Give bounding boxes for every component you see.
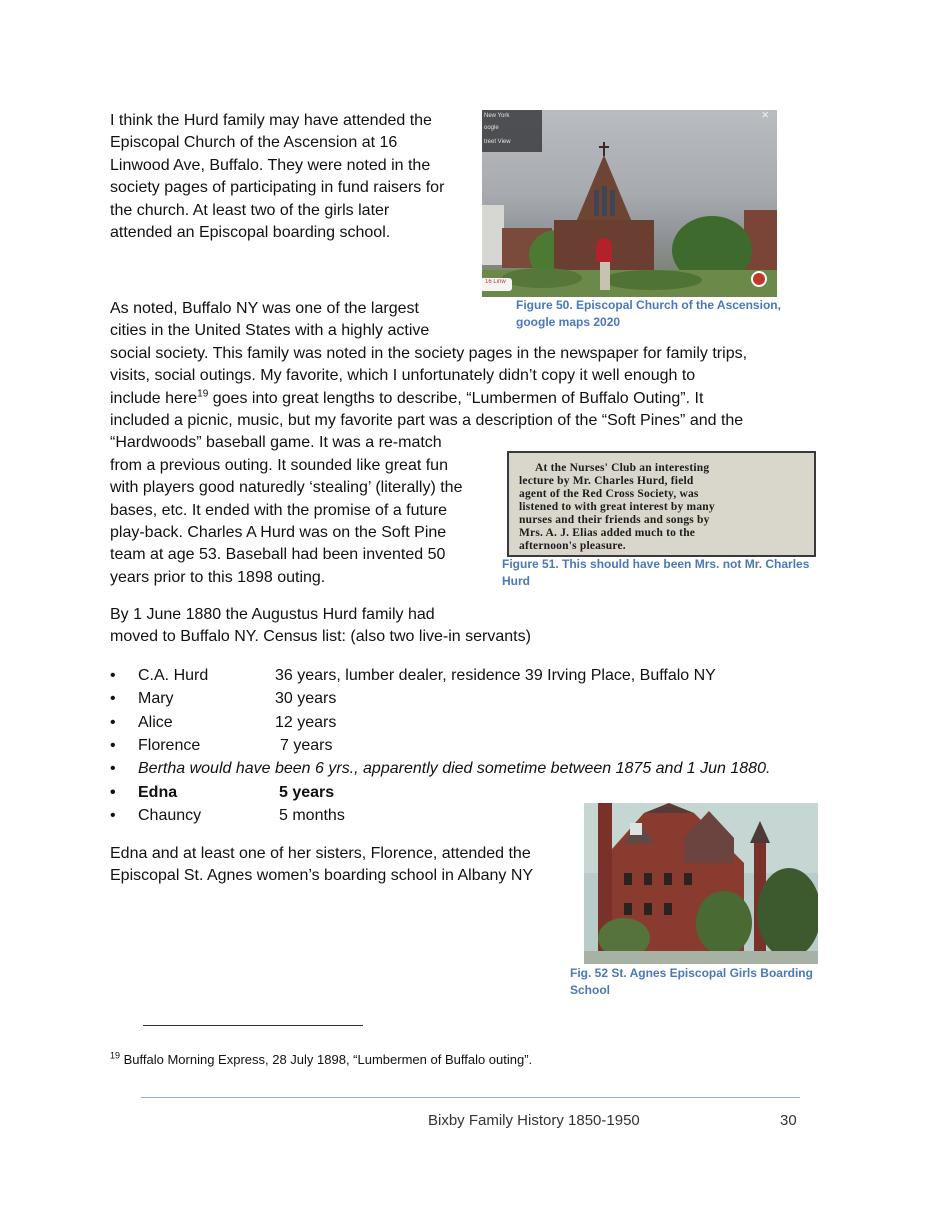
person-detail: 7 years <box>280 737 333 754</box>
person-note: Bertha would have been 6 yrs., apparently died sometime between 1875 and 1 Jun 1880. <box>138 760 771 777</box>
clipping-line: agent of the Red Cross Society, was <box>519 488 699 500</box>
map-overlay-text: oogle <box>484 125 499 131</box>
bullet: • <box>110 690 116 707</box>
clipping-line: Mrs. A. J. Elias added much to the <box>519 527 696 539</box>
map-overlay-panel <box>482 110 542 152</box>
person-detail: 36 years, lumber dealer, residence 39 Irving Place, Buffalo NY <box>275 667 716 684</box>
person-detail: 30 years <box>275 690 337 707</box>
text-line: years prior to this 1898 outing. <box>110 568 326 586</box>
text-line: moved to Buffalo NY. Census list: (also two live-in servants) <box>110 628 531 646</box>
text-line: Edna and at least one of her sisters, Florence, attended the <box>110 845 531 862</box>
text-line: cities in the United States with a highly active <box>110 322 430 340</box>
person-name: Florence <box>138 737 201 754</box>
text-line: play-back. Charles A Hurd was on the Soft Pine <box>110 524 447 542</box>
text-line: Linwood Ave, Buffalo. They were noted in the <box>110 156 431 174</box>
footer-title: Bixby Family History 1850-1950 <box>428 1112 640 1129</box>
text-segment: goes into great lengths to describe, “Lumbermen of Buffalo Outing”. It <box>208 389 704 407</box>
person-detail: 5 months <box>279 807 345 824</box>
bullet: • <box>110 714 116 731</box>
footnote-text: Buffalo Morning Express, 28 July 1898, “Lumbermen of Buffalo outing”. <box>120 1052 533 1067</box>
page-number: 30 <box>780 1112 797 1129</box>
boarding-school-illustration <box>584 803 818 964</box>
footer-rule <box>141 1097 800 1098</box>
person-name: Mary <box>138 690 174 707</box>
person-name: C.A. Hurd <box>138 667 209 684</box>
church-photo <box>482 110 777 297</box>
caption-line: Figure 50. Episcopal Church of the Ascension, <box>516 298 781 312</box>
text-line: bases, etc. It ended with the promise of a future <box>110 501 448 519</box>
bullet: • <box>110 667 116 684</box>
person-name: Chauncy <box>138 807 202 824</box>
bullet: • <box>110 737 116 754</box>
caption-line: Hurd <box>502 574 530 588</box>
footnote <box>110 1051 532 1069</box>
caption-line: google maps 2020 <box>516 315 621 329</box>
figure-51-caption <box>502 556 822 590</box>
text-line: I think the Hurd family may have attended the <box>110 112 432 129</box>
person-detail: 12 years <box>275 714 337 731</box>
clipping-line: nurses and their friends and songs by <box>519 514 710 526</box>
person-name: Edna <box>138 784 178 801</box>
bullet: • <box>110 760 116 777</box>
text-line: Episcopal Church of the Ascension at 16 <box>110 134 398 152</box>
bullet: • <box>110 807 116 824</box>
text-line: attended an Episcopal boarding school. <box>110 224 391 242</box>
text-line: from a previous outing. It sounded like great fun <box>110 456 448 474</box>
text-line: Episcopal St. Agnes women’s boarding school in Albany NY <box>110 867 534 885</box>
newspaper-clipping <box>507 451 816 557</box>
clipping-line: afternoon's pleasure. <box>519 540 626 552</box>
caption-line: Figure 51. This should have been Mrs. not Mr. Charles <box>502 557 810 571</box>
clipping-line: lecture by Mr. Charles Hurd, field <box>519 475 694 487</box>
figure-52-caption <box>570 965 830 999</box>
map-overlay-text: New York <box>484 113 510 119</box>
person-detail: 5 years <box>279 784 335 801</box>
text-line: society pages of participating in fund raisers for <box>110 179 445 197</box>
bullet: • <box>110 784 116 801</box>
text-line: “Hardwoods” baseball game. It was a re-match <box>110 434 442 452</box>
text-line: As noted, Buffalo NY was one of the largest <box>110 300 419 317</box>
paragraph-church <box>110 110 470 244</box>
text-segment: include here <box>110 389 198 407</box>
map-overlay-text: treet View <box>484 139 511 145</box>
clipping-line: listened to with great interest by many <box>519 501 715 513</box>
close-icon: × <box>761 110 769 122</box>
text-line: team at age 53. Baseball had been invented 50 <box>110 546 446 564</box>
paragraph-census-intro <box>110 604 630 649</box>
address-tag-text: 16 Linw <box>485 279 506 285</box>
footnote-number: 19 <box>110 1050 121 1061</box>
paragraph-boarding-school <box>110 843 570 888</box>
footnote-separator <box>143 1025 363 1026</box>
text-line: By 1 June 1880 the Augustus Hurd family had <box>110 606 435 623</box>
person-name: Alice <box>138 714 173 731</box>
clipping-line: At the Nurses' Club an interesting <box>535 462 710 474</box>
text-line: the church. At least two of the girls later <box>110 201 390 219</box>
text-line: included a picnic, music, but my favorite part was a description of the “Soft Pines” and the <box>110 412 744 430</box>
caption-line: School <box>570 983 611 997</box>
address-tag <box>482 278 512 291</box>
caption-line: Fig. 52 St. Agnes Episcopal Girls Boarding <box>570 966 813 980</box>
map-pin-icon <box>751 271 767 287</box>
text-line: social society. This family was noted in the society pages in the newspaper for family trips, <box>110 344 748 362</box>
boarding-school-photo <box>584 803 818 964</box>
text-line: visits, social outings. My favorite, which I unfortunately didn’t copy it well enough to <box>110 367 696 385</box>
footnote-reference[interactable]: 19 <box>197 388 209 400</box>
text-line-with-footnote <box>110 388 810 410</box>
text-line: with players good naturedly ‘stealing’ (literally) the <box>110 479 463 497</box>
